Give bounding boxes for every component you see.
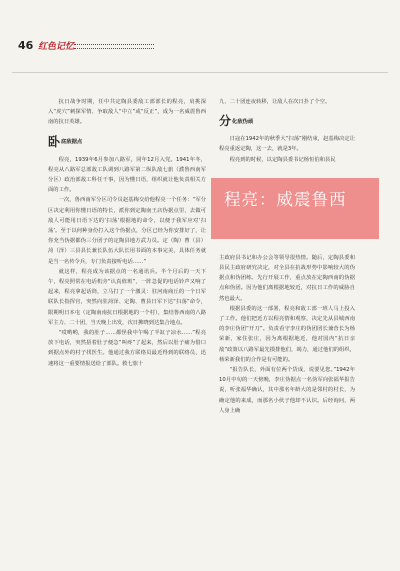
body-paragraph: “报告队长，外面有位两个货成，说要见您。”1942年10月中旬的一天傍晚，李庄伪据点一名伪军向张福华报告说，听张福华确认，其中那名年龄大的是邻村的村长，为确定他的来成，而那名小伙子他却不认识。后经询问，两人身上确	[219, 367, 355, 414]
continuation-paragraph: 九、二十团连夜转移，让敌人在次日扑了个空。	[219, 99, 331, 105]
section-heading-text: 底敌据点	[61, 139, 83, 146]
right-column	[219, 97, 355, 416]
intro-paragraph: 抗日战争时期，任中共定陶县委敌工部部长的程亮，肩挑深入“虎穴”刺探军情、争取敌人“中立”或“反正”，成为一名威震鲁西南的抗日英雄。	[48, 99, 206, 126]
body-paragraph: “哎哟哟，我的肚子……都怪我中午喝了半缸子凉水……”程亮放下电话，突然捂着肚子便急“叫疼”了起来，然后以肚子痛为借口到据点外的村子找医生。他通过我方联络员最近得到的联络员，迅速将这一重要情报送给了部队。救七旅十	[48, 330, 206, 367]
section-tag: 红色记忆	[38, 42, 75, 52]
body-paragraph: 主政府县书记和办公会等领导很热情。随后，定陶县委和县民主政府研究决定，对全县在抗战形势中影响较大的伪据点和伪团练、先行开展工作，重点放在定陶西南的伪据点和伪团。因为他们离根据地较近，对抗日工作的威胁自然也最大。	[219, 254, 355, 302]
section-heading-initial: 卧	[48, 134, 61, 149]
section-heading-1	[48, 136, 206, 148]
banner-title: 程亮：威震鲁西	[224, 189, 347, 209]
body-paragraph: 程亮到的时候，以定陶县委书记杨恒伯和县民	[229, 156, 336, 163]
section-heading-initial: 分	[219, 114, 232, 129]
page-number: 46	[18, 39, 34, 52]
header-rule	[12, 72, 388, 73]
body-paragraph: 就这样，程亮成为该据点的一名通讯兵。半个月后的一天下午，程亮照常在电话机旁“认真值班”，一阵急促的电话铃声又响了起来，程亮拿起话筒，立马打了一个激灵：驻河南商丘的一个日军联队长指挥官，突然向驻菏泽、定陶、曹县日军下达“扫荡”命令，限期明日本屯（定陶南南抗日根据地的一个村），集结鲁西南的八路军主力、二十团，当天晚上出发，次日拂晓到达集合地点。	[48, 268, 206, 326]
body-paragraph: 日寇在1942年的秋季大“扫荡”刚结束，赵基梅决定让程亮重返定陶，这一去，就是3年。	[219, 136, 355, 153]
body-paragraph: 根据县委的这一部署，程亮和敌工部一班人马上投入了工作。他们把近方以程亮情和观察，决定先从县城西南的李庄伪团“开刀”。负责看守李庄的伪团团长兼营长为杨荣新，家住张庄，因为离根据地近，他对国内“抗日亲敌”政策以八路军最先摸排他们，竭力，通过他们的组织，杨荣新我们的合作是有可能的。	[219, 305, 355, 363]
left-column	[48, 97, 206, 369]
body-paragraph: 一次，鲁西南军分区司令员赵基梅交给他程亮一个任务：“军分区决定利用你懂日语的特长，派你到定陶南王店伪据点里，去做可敌人可能用日语下达的‘扫荡’根据地的命令，以便于我军应对‘扫荡’。至于以何种身份打入这个伪据点，分区已经为你安排好了，让你充当伪据都伪三分团子的定陶县地方武力员。定（陶）曹（县）菏（泽）三县县长兼长队伍大队长用书面的本事完美，具体任务就是当一名传令兵，专门负责接听电话……”	[48, 197, 206, 265]
section-heading-text: 化敌伪顽	[232, 119, 254, 125]
title-banner	[211, 178, 379, 239]
body-paragraph: 程亮，1939年6月参加八路军，同年12月入党。1941年冬，程亮从八路军总部敌工队调到八路军第二纵队敌七旅（濮鲁西南军分区）政治部敌工科任干事，因为懂日语，组织就让他负责相关方面的工作。	[48, 156, 206, 194]
section-heading-2	[219, 115, 355, 127]
header-ornament	[74, 44, 154, 49]
